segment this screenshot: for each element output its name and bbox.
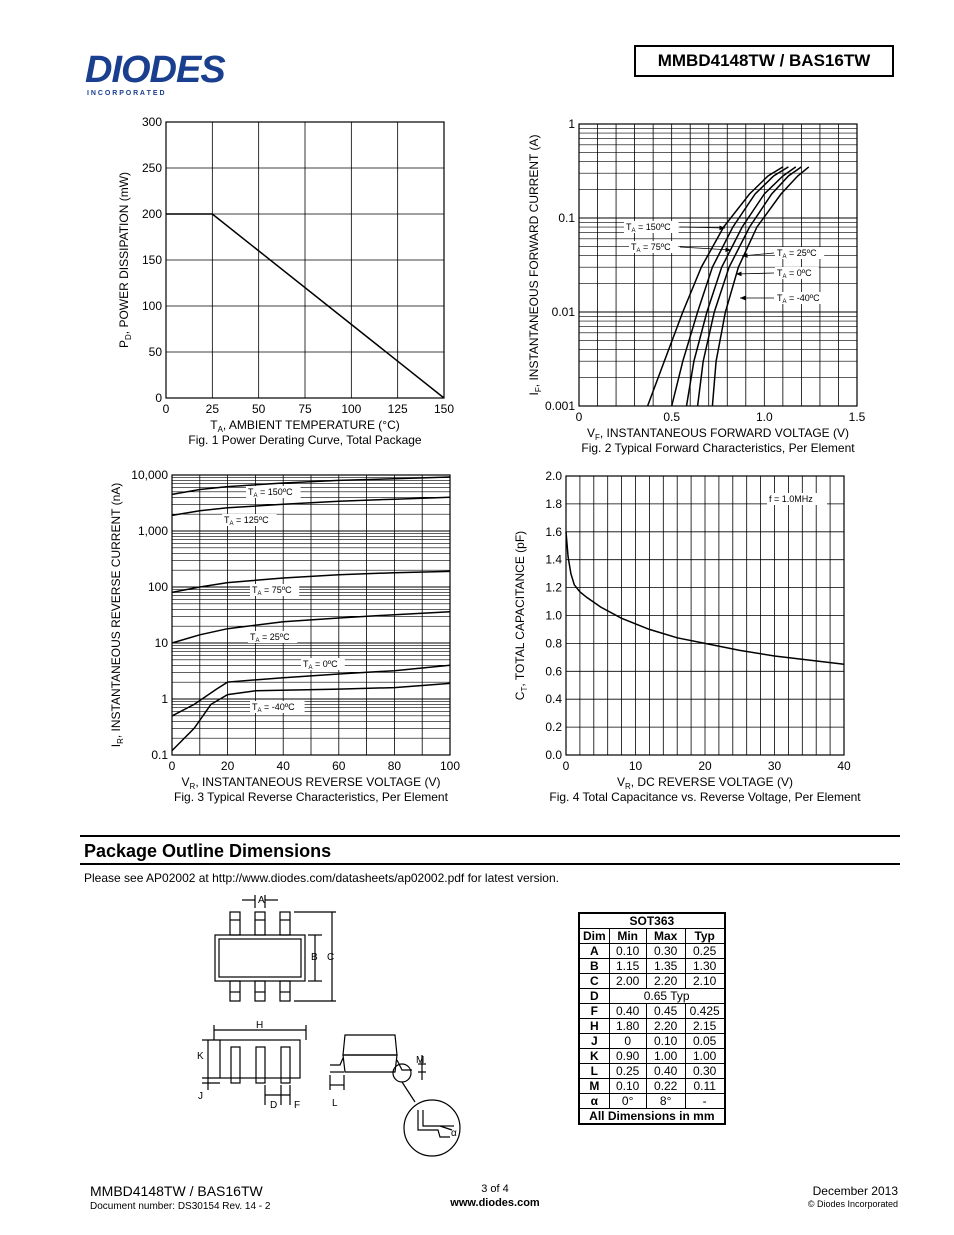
table-row: C 2.00 2.20 2.10 <box>579 974 725 989</box>
dim-label-a: A <box>258 895 265 906</box>
y-tick-label: 0.4 <box>545 692 562 707</box>
x-tick-label: 10 <box>628 759 643 773</box>
svg-text:TA = 0ºC: $T_A$ = 0ºC <box>303 659 338 671</box>
y-tick-label: 1.8 <box>545 496 562 511</box>
x-tick-label: 100 <box>341 402 362 416</box>
x-tick-label: 1.5 <box>848 410 866 424</box>
y-tick-label: 1 <box>161 692 168 706</box>
y-tick-label: 250 <box>141 161 162 175</box>
x-tick-label: 20 <box>698 759 712 773</box>
section-rule-bottom <box>80 863 900 865</box>
x-tick-label: 20 <box>220 759 235 773</box>
x-tick-label: 40 <box>276 759 290 773</box>
footer-date: December 2013 <box>812 1184 898 1198</box>
x-tick-label: 150 <box>433 402 455 416</box>
y-axis-label: $C_T$, TOTAL CAPACITANCE (pF) <box>513 530 529 701</box>
y-tick-label: 300 <box>141 115 162 129</box>
dim-label-m: M <box>416 1055 425 1066</box>
x-tick-label: 50 <box>251 402 266 416</box>
table-row: D 0.65 Typ <box>579 989 725 1004</box>
y-tick-label: 0.2 <box>545 720 562 735</box>
svg-text:TA = -40ºC: $T_A$ = -40ºC <box>252 702 295 714</box>
annot-75c <box>250 584 299 597</box>
y-tick-label: 1.0 <box>545 608 562 623</box>
x-tick-label: 0.5 <box>663 410 681 424</box>
footer-copyright: © Diodes Incorporated <box>807 1199 898 1209</box>
svg-text:I N C O R P O R A T E D: I N C O R P O R A T E D <box>87 90 165 97</box>
table-row: L 0.25 0.40 0.30 <box>579 1064 725 1079</box>
y-axis-label: $I_R$, INSTANTANEOUS REVERSE CURRENT (nA) <box>109 482 125 748</box>
dim-label-b: B <box>311 952 318 963</box>
chart-caption: Fig. 3 Typical Reverse Characteristics, Per Element <box>174 790 448 804</box>
svg-text:TA = 75ºC: $T_A$ = 75ºC <box>252 585 292 597</box>
y-tick-label: 0.01 <box>551 305 575 319</box>
x-tick-label: 0 <box>162 402 170 416</box>
series-line-1 <box>672 167 789 406</box>
y-tick-label: 0.001 <box>544 399 575 413</box>
section-rule-top <box>80 835 900 837</box>
y-axis-label: $I_F$, INSTANTANEOUS FORWARD CURRENT (A) <box>527 134 543 396</box>
col-dim: Dim <box>579 929 609 944</box>
svg-text:TA = 25ºC: $T_A$ = 25ºC <box>777 248 817 260</box>
col-typ: Typ <box>685 929 725 944</box>
chart-total-capacitance <box>510 462 900 812</box>
dim-label-d: D <box>270 1100 278 1111</box>
x-tick-label: 0 <box>168 759 176 773</box>
table-footer: All Dimensions in mm <box>579 1109 725 1125</box>
x-tick-label: 1.0 <box>755 410 773 424</box>
annot-75c <box>629 241 678 254</box>
table-row: K 0.90 1.00 1.00 <box>579 1049 725 1064</box>
x-axis-label: $V_F$, INSTANTANEOUS FORWARD VOLTAGE (V) <box>586 426 850 442</box>
chart-power-derating <box>100 110 470 455</box>
series-line-2 <box>687 167 796 406</box>
annot-125c <box>222 514 277 527</box>
dimensions-table <box>578 912 726 1125</box>
package-drawing <box>190 890 470 1165</box>
footer-part: MMBD4148TW / BAS16TW <box>90 1183 263 1199</box>
y-tick-label: 0.0 <box>545 748 562 762</box>
y-tick-label: 0.1 <box>558 211 575 225</box>
y-tick-label: 0.6 <box>545 664 562 679</box>
annot-0c <box>301 658 345 671</box>
annot-150c <box>624 221 679 234</box>
x-tick-label: 0 <box>562 759 570 773</box>
y-tick-label: 0.8 <box>545 636 562 651</box>
y-tick-label: 1.6 <box>545 524 562 539</box>
chart-reverse-characteristics <box>100 462 470 807</box>
x-tick-label: 100 <box>439 759 461 773</box>
y-tick-label: 200 <box>141 207 162 221</box>
svg-text:TA = 75ºC: $T_A$ = 75ºC <box>631 242 671 254</box>
table-row: A 0.10 0.30 0.25 <box>579 944 725 959</box>
y-tick-label: 2.0 <box>545 469 562 483</box>
table-row: J 0 0.10 0.05 <box>579 1034 725 1049</box>
table-row: B 1.15 1.35 1.30 <box>579 959 725 974</box>
dim-label-h: H <box>256 1020 264 1031</box>
svg-text:f = 1.0MHz: f = 1.0MHz <box>769 494 813 504</box>
footer-doc-number: Document number: DS30154 Rev. 14 - 2 <box>90 1201 271 1212</box>
annot-m40c <box>250 701 305 714</box>
dim-label-c: C <box>327 952 335 963</box>
y-tick-label: 1.4 <box>545 552 562 567</box>
svg-text:TA = 25ºC: $T_A$ = 25ºC <box>250 632 290 644</box>
annot-frequency <box>767 493 827 505</box>
table-row: F 0.40 0.45 0.425 <box>579 1004 725 1019</box>
y-tick-label: 1.2 <box>545 580 562 595</box>
x-tick-label: 40 <box>837 759 851 773</box>
footer-page: 3 of 4 <box>481 1183 509 1195</box>
y-tick-label: 10 <box>154 636 168 650</box>
table-row: M 0.10 0.22 0.11 <box>579 1079 725 1094</box>
x-axis-label: $V_R$, DC REVERSE VOLTAGE (V) <box>616 775 794 791</box>
annot-150c <box>246 486 301 499</box>
diodes-logo <box>85 50 260 100</box>
dim-label-alpha: α <box>451 1128 457 1139</box>
col-min: Min <box>609 929 646 944</box>
table-row: H 1.80 2.20 2.15 <box>579 1019 725 1034</box>
dim-label-f: F <box>294 1100 301 1111</box>
x-axis-label: $V_R$, INSTANTANEOUS REVERSE VOLTAGE (V) <box>181 775 441 791</box>
y-tick-label: 150 <box>141 253 162 267</box>
svg-text:TA = -40ºC: $T_A$ = -40ºC <box>777 293 820 305</box>
x-tick-label: 80 <box>387 759 402 773</box>
svg-text:TA = 125ºC: $T_A$ = 125ºC <box>224 515 269 527</box>
x-tick-label: 125 <box>387 402 408 416</box>
chart-caption: Fig. 1 Power Derating Curve, Total Package <box>188 433 422 447</box>
plot-frame <box>579 124 857 406</box>
y-tick-label: 0 <box>155 391 162 405</box>
part-number-box: MMBD4148TW / BAS16TW <box>634 45 894 77</box>
annot-m40c <box>775 292 830 305</box>
annot-25c <box>775 247 824 260</box>
annot-25c <box>248 631 297 644</box>
y-tick-label: 1 <box>568 117 575 131</box>
y-tick-label: 100 <box>147 580 168 594</box>
table-caption: SOT363 <box>579 913 725 929</box>
x-tick-label: 60 <box>332 759 346 773</box>
y-tick-label: 0.1 <box>151 748 168 762</box>
section-title: Package Outline Dimensions <box>84 841 332 861</box>
svg-text:DIODES: DIODES <box>85 50 225 91</box>
dim-label-l: L <box>332 1098 338 1109</box>
annot-0c <box>775 267 819 280</box>
svg-text:TA = 150ºC: $T_A$ = 150ºC <box>626 222 671 234</box>
x-tick-label: 25 <box>205 402 220 416</box>
y-tick-label: 50 <box>148 345 162 359</box>
chart-caption: Fig. 4 Total Capacitance vs. Reverse Voltage, Per Element <box>549 790 861 804</box>
y-tick-label: 10,000 <box>131 468 168 482</box>
footer-website: www.diodes.com <box>450 1197 540 1209</box>
table-row: α 0° 8° - <box>579 1094 725 1109</box>
arrow-75c <box>680 247 731 250</box>
package-note: Please see AP02002 at http://www.diodes.com/datasheets/ap02002.pdf for latest version. <box>84 871 559 885</box>
arrow-0c <box>736 273 774 274</box>
chart-caption: Fig. 2 Typical Forward Characteristics, Per Element <box>581 441 855 455</box>
x-tick-label: 0 <box>575 410 583 424</box>
dim-label-k: K <box>197 1051 204 1062</box>
y-axis-label: $P_D$, POWER DISSIPATION (mW) <box>117 171 133 349</box>
x-tick-label: 75 <box>298 402 312 416</box>
col-max: Max <box>646 929 685 944</box>
chart-forward-characteristics <box>510 110 900 460</box>
svg-text:TA = 0ºC: $T_A$ = 0ºC <box>777 268 812 280</box>
series-line-4 <box>712 167 808 406</box>
dim-label-j: J <box>198 1091 203 1102</box>
svg-text:TA = 150ºC: $T_A$ = 150ºC <box>248 487 293 499</box>
y-tick-label: 1,000 <box>137 524 168 538</box>
y-tick-label: 100 <box>141 299 162 313</box>
x-tick-label: 30 <box>767 759 782 773</box>
x-axis-label: $T_A$, AMBIENT TEMPERATURE (°C) <box>210 418 400 434</box>
